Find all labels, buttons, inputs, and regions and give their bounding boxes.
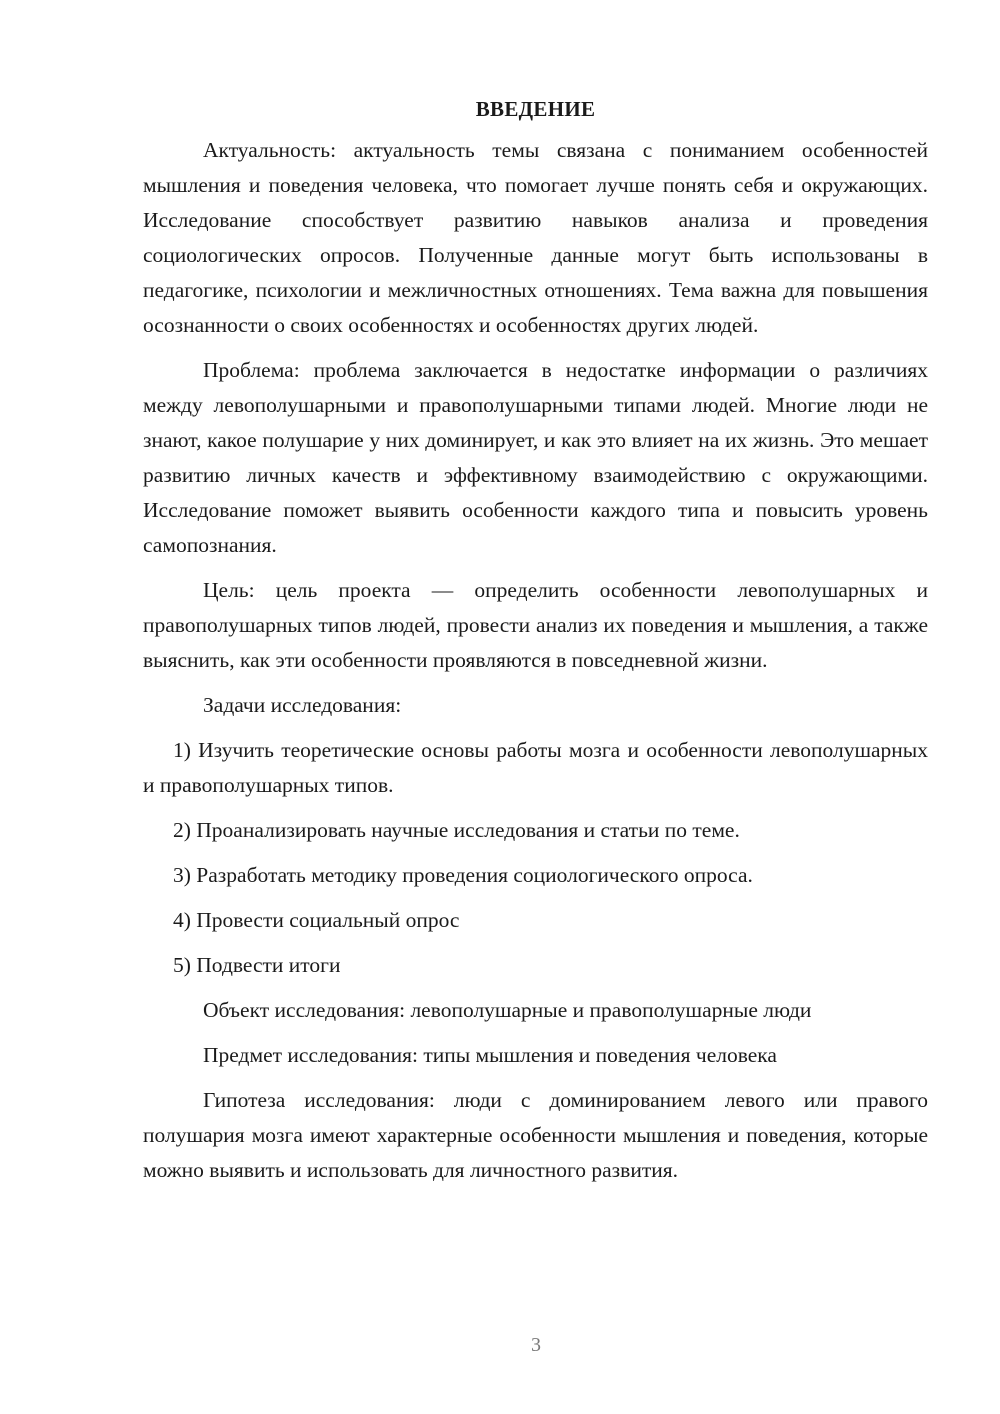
- hypothesis-paragraph: Гипотеза исследования: люди с доминированием левого или правого полушария мозга имеют характерные особенности мышления и поведения, которые можно выявить и использовать для личностного развития.: [143, 1088, 928, 1182]
- page-content: [143, 92, 928, 1198]
- goal-paragraph: Цель: цель проекта — определить особенности левополушарных и правополушарных типов людей, провести анализ их поведения и мышления, а также выяснить, как эти особенности проявляются в повседневной жизни.: [143, 578, 928, 672]
- task-item: 4) Провести социальный опрос: [173, 908, 460, 932]
- problem-paragraph: Проблема: проблема заключается в недостатке информации о различиях между левополушарными и правополушарными типами людей. Многие люди не знают, какое полушарие у них доминирует, и как это влияет на их жизнь. Это мешает развитию личных качеств и эффективному взаимодействию с окружающими. Исследование поможет выявить особенности каждого типа и повысить уровень самопознания.: [143, 358, 928, 557]
- task-item: 3) Разработать методику проведения социологического опроса.: [173, 863, 753, 887]
- task-item: 5) Подвести итоги: [173, 953, 341, 977]
- page-number: 3: [531, 1334, 541, 1356]
- relevance-paragraph: Актуальность: актуальность темы связана с пониманием особенностей мышления и поведения человека, что помогает лучше понять себя и окружающих. Исследование способствует развитию навыков анализа и проведения социологических опросов. Полученные данные могут быть использованы в педагогике, психологии и межличностных отношениях. Тема важна для повышения осознанности о своих особенностях и особенностях других людей.: [143, 138, 928, 337]
- page-title: ВВЕДЕНИЕ: [475, 97, 596, 121]
- task-item: 2) Проанализировать научные исследования и статьи по теме.: [173, 818, 740, 842]
- subject-paragraph: Предмет исследования: типы мышления и поведения человека: [203, 1043, 777, 1067]
- object-paragraph: Объект исследования: левополушарные и правополушарные люди: [203, 998, 812, 1022]
- tasks-title: Задачи исследования:: [203, 693, 402, 717]
- task-item: 1) Изучить теоретические основы работы мозга и особенности левополушарных и правополушарных типов.: [143, 738, 928, 797]
